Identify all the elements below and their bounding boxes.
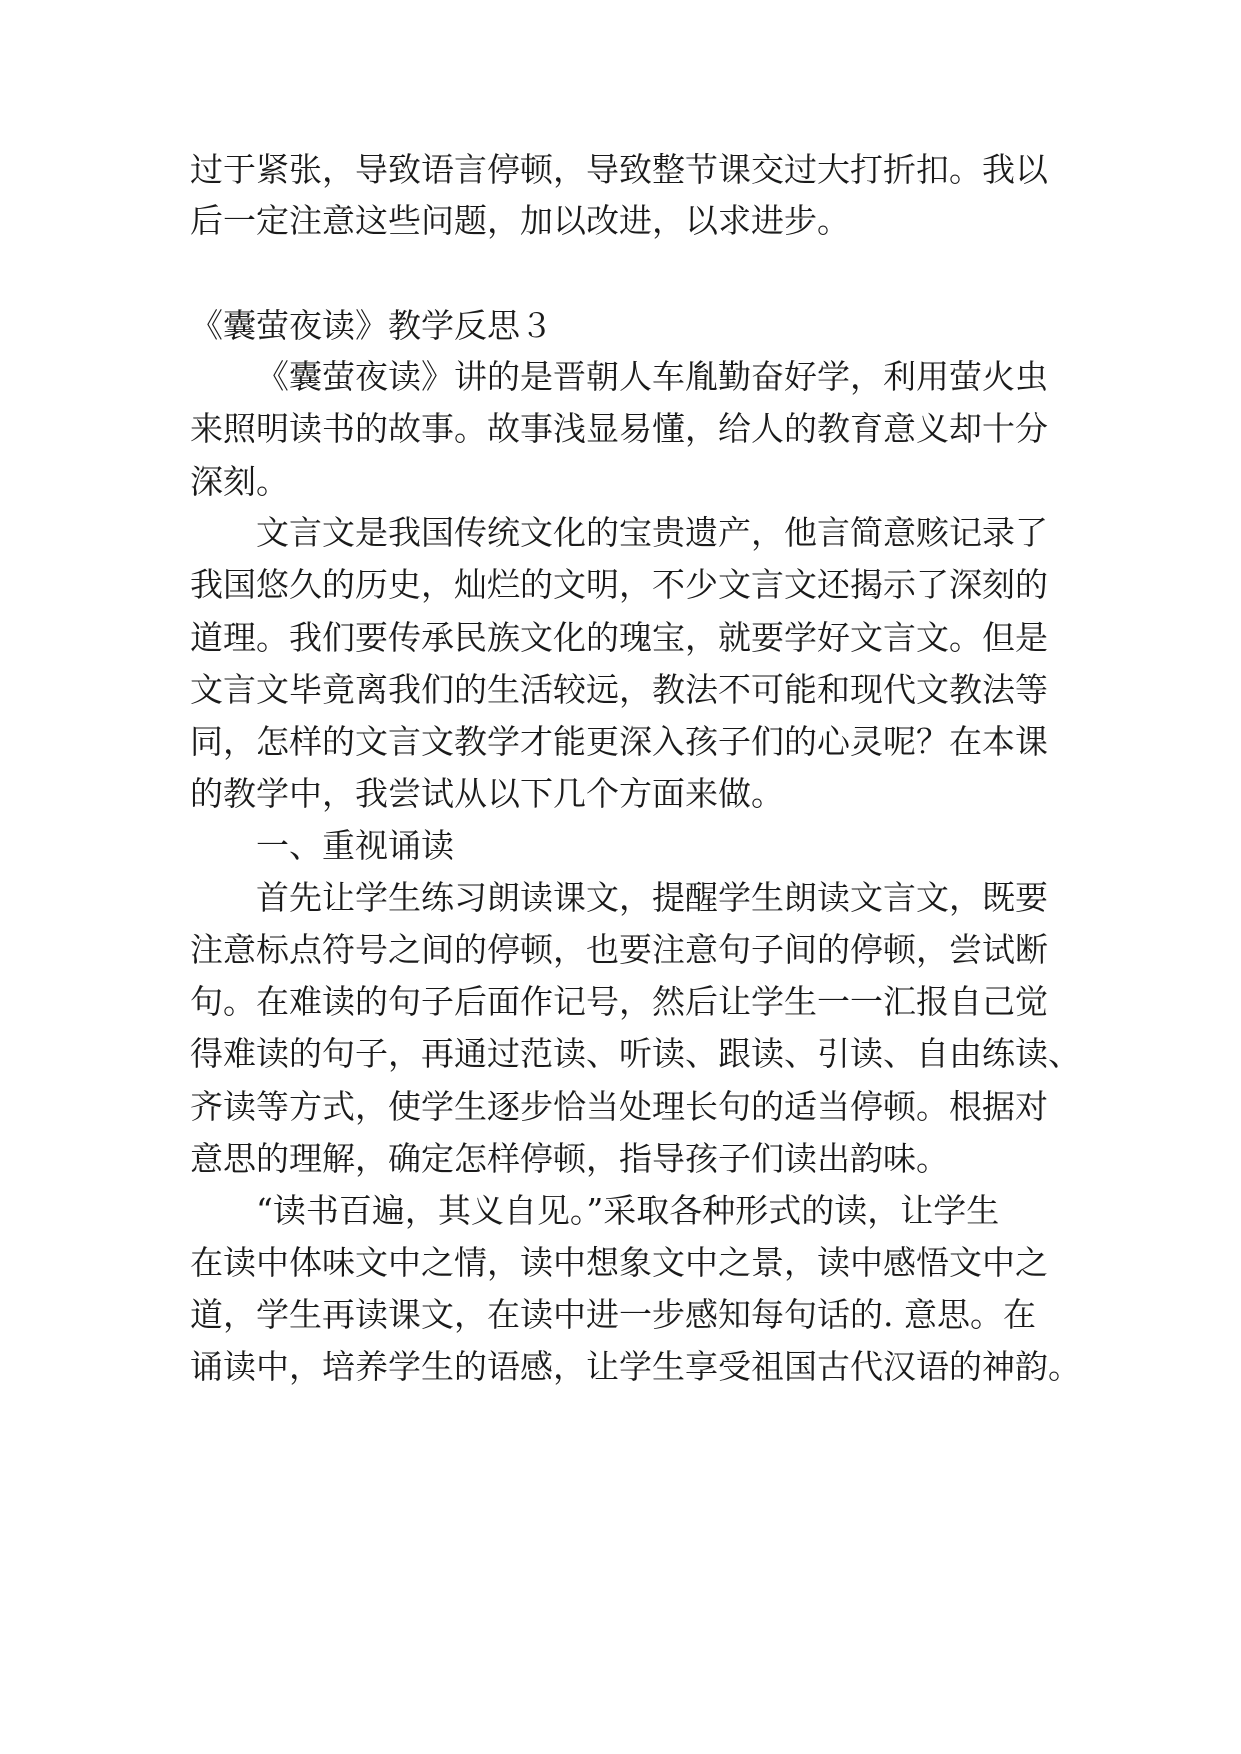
paragraph-first-line: 《囊萤夜读》讲的是晋朝人车胤勤奋好学，利用萤火虫 [256, 357, 1048, 396]
body-text-line: 注意标点符号之间的停顿，也要注意句子间的停顿，尝试断 [190, 930, 1048, 969]
paragraph-first-line: 首先让学生练习朗读课文，提醒学生朗读文言文，既要 [256, 878, 1048, 917]
body-text-line: 同，怎样的文言文教学才能更深入孩子们的心灵呢？在本课 [190, 722, 1048, 761]
body-text-line: 深刻。 [190, 462, 289, 501]
body-text-line: 文言文毕竟离我们的生活较远，教法不可能和现代文教法等 [190, 670, 1048, 709]
body-text-line: 道理。我们要传承民族文化的瑰宝，就要学好文言文。但是 [190, 618, 1048, 657]
body-text-line: 过于紧张，导致语言停顿，导致整节课交过大打折扣。我以 [190, 150, 1048, 189]
body-text-line: 道，学生再读课文，在读中进一步感知每句话的. 意思。在 [190, 1295, 1036, 1334]
body-text-line: 得难读的句子，再通过范读、听读、跟读、引读、自由练读、 [190, 1034, 1081, 1073]
body-text-line: 齐读等方式，使学生逐步恰当处理长句的适当停顿。根据对 [190, 1087, 1048, 1126]
body-text-line: 来照明读书的故事。故事浅显易懂，给人的教育意义却十分 [190, 409, 1048, 448]
subsection-heading: 一、重视诵读 [256, 826, 454, 865]
section-heading: 《囊萤夜读》教学反思３ [190, 306, 553, 345]
paragraph-first-line: “读书百遍，其义自见。”采取各种形式的读，让学生 [256, 1191, 1000, 1230]
body-text-line: 我国悠久的历史，灿烂的文明，不少文言文还揭示了深刻的 [190, 565, 1048, 604]
body-text-line: 意思的理解，确定怎样停顿，指导孩子们读出韵味。 [190, 1139, 949, 1178]
body-text-line: 句。在难读的句子后面作记号，然后让学生一一汇报自己觉 [190, 982, 1048, 1021]
paragraph-first-line: 文言文是我国传统文化的宝贵遗产，他言简意赅记录了 [256, 513, 1048, 552]
body-text-line: 在读中体味文中之情，读中想象文中之景，读中感悟文中之 [190, 1243, 1048, 1282]
body-text-line: 后一定注意这些问题，加以改进，以求进步。 [190, 201, 850, 240]
body-text-line: 诵读中，培养学生的语感，让学生享受祖国古代汉语的神韵。 [190, 1347, 1081, 1386]
body-text-line: 的教学中，我尝试从以下几个方面来做。 [190, 774, 784, 813]
